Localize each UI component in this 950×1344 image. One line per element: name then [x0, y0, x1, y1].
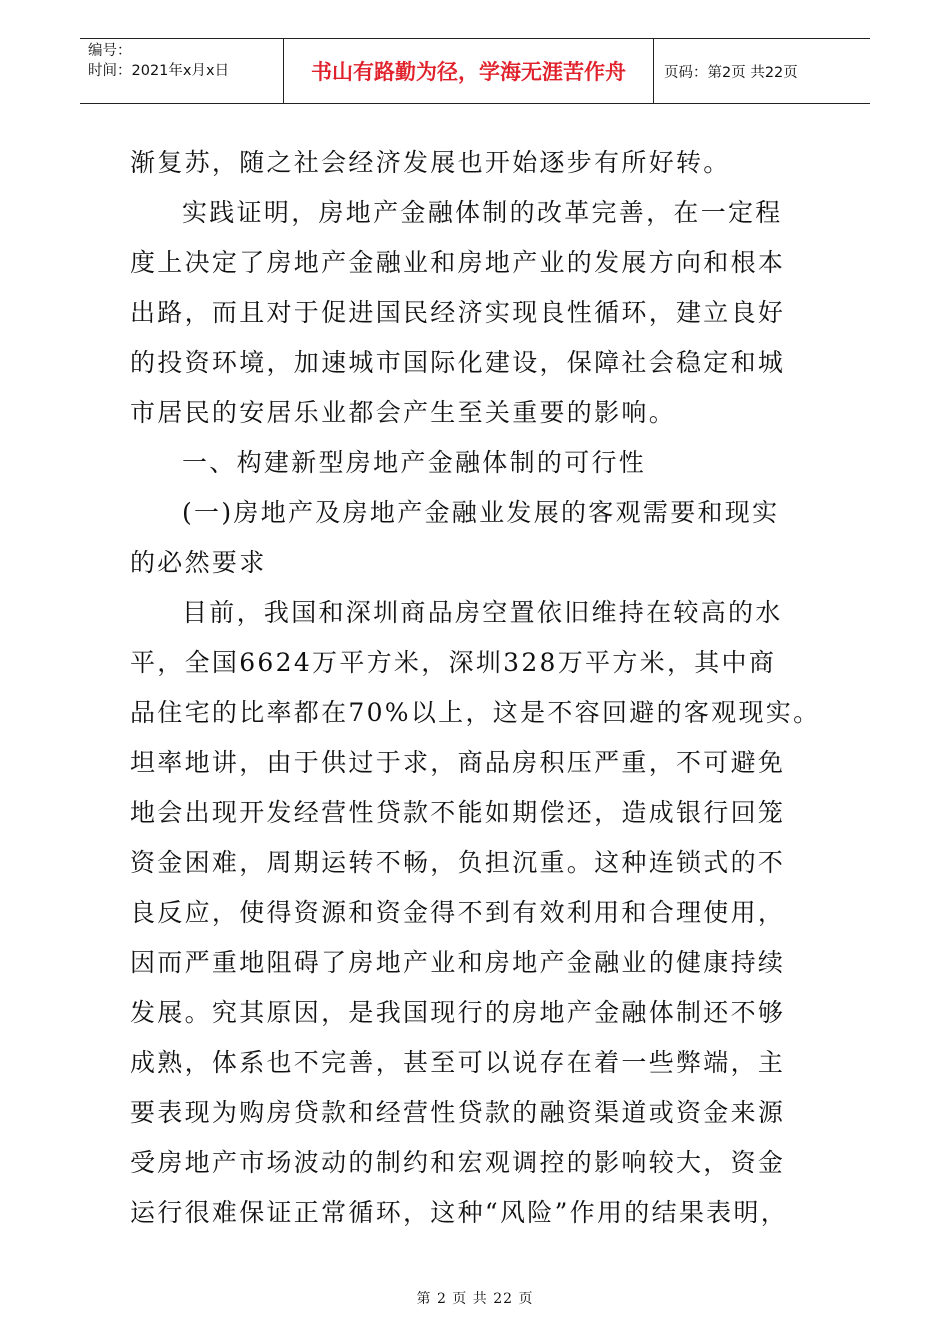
text-line: 成熟，体系也不完善，甚至可以说存在着一些弊端，主 [130, 1048, 786, 1077]
text-line: 平，全国6624万平方米，深圳328万平方米，其中商 [130, 648, 777, 677]
text-line: 渐复苏，随之社会经济发展也开始逐步有所好转。 [130, 148, 731, 177]
text-line: 目前，我国和深圳商品房空置依旧维持在较高的水 [182, 598, 783, 627]
date-label: 时间：2021年x月x日 [88, 63, 230, 79]
page-info: 页码：第2页 共22页 [664, 64, 798, 81]
text-line: 因而严重地阻碍了房地产业和房地产金融业的健康持续 [130, 948, 786, 977]
section-heading: 一、构建新型房地产金融体制的可行性 [182, 448, 647, 477]
header-motto-cell [284, 39, 654, 103]
text-line: 良反应，使得资源和资金得不到有效利用和合理使用， [130, 898, 786, 927]
text-line: 品住宅的比率都在70%以上，这是不容回避的客观现实。 [130, 698, 821, 727]
text-line: 地会出现开发经营性贷款不能如期偿还，造成银行回笼 [130, 798, 786, 827]
page-footer [0, 1288, 950, 1308]
text-line: 出路，而且对于促进国民经济实现良性循环，建立良好 [130, 298, 786, 327]
page-header [80, 38, 870, 104]
header-page-cell [654, 39, 870, 103]
footer-page-number: 第 2 页 共 22 页 [416, 1291, 534, 1307]
text-line: 要表现为购房贷款和经营性贷款的融资渠道或资金来源 [130, 1098, 786, 1127]
header-meta-cell [80, 39, 284, 103]
text-line: 受房地产市场波动的制约和宏观调控的影响较大，资金 [130, 1148, 786, 1177]
text-line: 运行很难保证正常循环，这种“风险”作用的结果表明， [130, 1198, 789, 1227]
subsection-heading: (一)房地产及房地产金融业发展的客观需要和现实 [182, 498, 780, 527]
subsection-heading-cont: 的必然要求 [130, 548, 267, 577]
text-line: 市居民的安居乐业都会产生至关重要的影响。 [130, 398, 677, 427]
text-line: 度上决定了房地产金融业和房地产业的发展方向和根本 [130, 248, 786, 277]
serial-label: 编号： [88, 43, 132, 59]
motto-text: 书山有路勤为径，学海无涯苦作舟 [311, 60, 626, 84]
text-line: 坦率地讲，由于供过于求，商品房积压严重，不可避免 [130, 748, 786, 777]
text-line: 资金困难，周期运转不畅，负担沉重。这种连锁式的不 [130, 848, 786, 877]
text-line: 发展。究其原因，是我国现行的房地产金融体制还不够 [130, 998, 786, 1027]
text-line: 的投资环境，加速城市国际化建设，保障社会稳定和城 [130, 348, 786, 377]
document-body [130, 138, 820, 1238]
text-line: 实践证明，房地产金融体制的改革完善，在一定程 [182, 198, 783, 227]
